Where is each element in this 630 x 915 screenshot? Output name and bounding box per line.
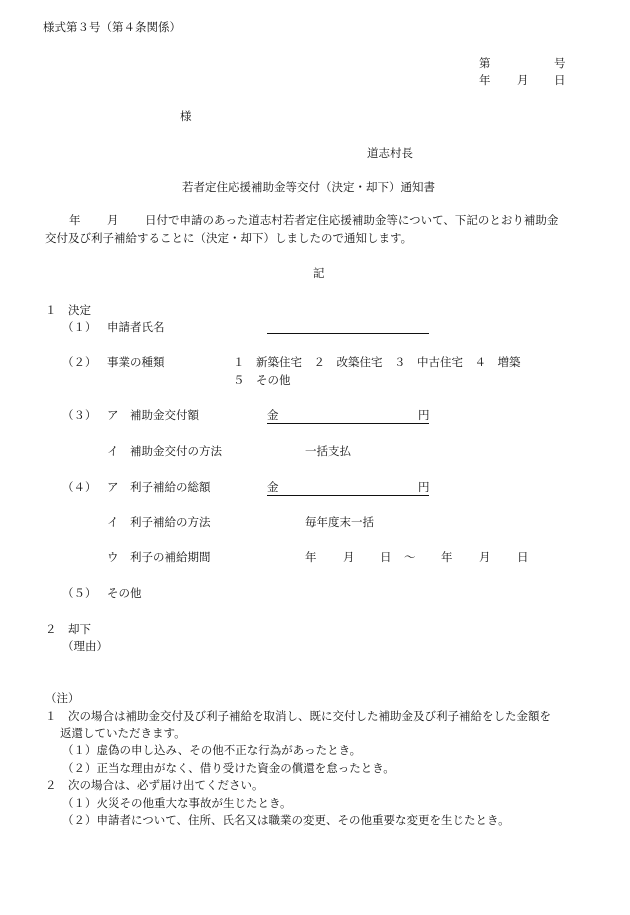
number-dai: 第 [479, 56, 491, 70]
body-month: 月 [107, 213, 119, 227]
item3-a-label: ア 補助金交付額 [107, 408, 199, 422]
item4-i-value: 毎年度末一括 [305, 515, 374, 529]
note2-line1: ２ 次の場合は、必ず届け出てください。 [45, 778, 264, 792]
item4-yen: 円 [418, 480, 430, 494]
item2-label: 事業の種類 [107, 355, 165, 369]
applicant-name-line [267, 333, 429, 334]
item3-i-label: イ 補助金交付の方法 [107, 444, 222, 458]
notes-heading: （注） [45, 691, 80, 705]
note2-sub1: （１）火災その他重大な事故が生じたとき。 [62, 796, 292, 810]
section1-heading: １ 決定 [45, 303, 91, 317]
period-day2: 日 [517, 550, 529, 564]
date-year: 年 [479, 73, 491, 87]
body-year: 年 [69, 213, 81, 227]
interest-total-line [267, 495, 429, 496]
period-year1: 年 [305, 550, 317, 564]
item4-num: （４） [62, 480, 97, 494]
item5-num: （５） [62, 586, 97, 600]
business-options-line1: １ 新築住宅 ２ 改築住宅 ３ 中古住宅 ４ 増築 [233, 355, 521, 369]
item4-u-label: ウ 利子の補給期間 [107, 550, 211, 564]
period-tilde: ～ [404, 550, 416, 564]
document-title: 若者定住応援補助金等交付（決定・却下）通知書 [182, 180, 435, 194]
ki-label: 記 [313, 266, 325, 280]
item1-num: （１） [62, 320, 97, 334]
number-go: 号 [554, 56, 566, 70]
period-day1: 日 [380, 550, 392, 564]
date-day: 日 [554, 73, 566, 87]
body-line1: 日付で申請のあった道志村若者定住応援補助金等について、下記のとおり補助金 [145, 213, 559, 227]
item1-label: 申請者氏名 [107, 320, 165, 334]
item4-kin: 金 [267, 480, 279, 494]
item3-kin: 金 [267, 408, 279, 422]
item4-a-label: ア 利子補給の総額 [107, 480, 211, 494]
section2-reason: （理由） [62, 639, 108, 653]
item2-num: （２） [62, 355, 97, 369]
period-month1: 月 [343, 550, 355, 564]
body-line2: 交付及び利子補給することに（決定・却下）しましたので通知します。 [45, 231, 413, 245]
item4-i-label: イ 利子補給の方法 [107, 515, 211, 529]
item5-label: その他 [107, 586, 142, 600]
item3-i-value: 一括支払 [305, 444, 351, 458]
item3-yen: 円 [418, 408, 430, 422]
note1-sub2: （２）正当な理由がなく、借り受けた資金の償還を怠ったとき。 [62, 761, 395, 775]
note2-sub2: （２）申請者について、住所、氏名又は職業の変更、その他重要な変更を生じたとき。 [62, 813, 510, 827]
section2-heading: ２ 却下 [45, 622, 91, 636]
addressee-suffix: 様 [180, 109, 192, 123]
date-month: 月 [517, 73, 529, 87]
period-month2: 月 [479, 550, 491, 564]
period-year2: 年 [441, 550, 453, 564]
form-number: 様式第３号（第４条関係） [43, 20, 181, 34]
item3-num: （３） [62, 408, 97, 422]
business-options-line2: ５ その他 [233, 373, 291, 387]
note1-line1: １ 次の場合は補助金交付及び利子補給を取消し、既に交付した補助金及び利子補給をした金額を [45, 709, 551, 723]
issuer: 道志村長 [367, 146, 413, 160]
note1-sub1: （１）虚偽の申し込み、その他不正な行為があったとき。 [62, 743, 362, 757]
note1-line2: 返還していただきます。 [60, 726, 186, 740]
subsidy-amount-line [267, 423, 429, 424]
